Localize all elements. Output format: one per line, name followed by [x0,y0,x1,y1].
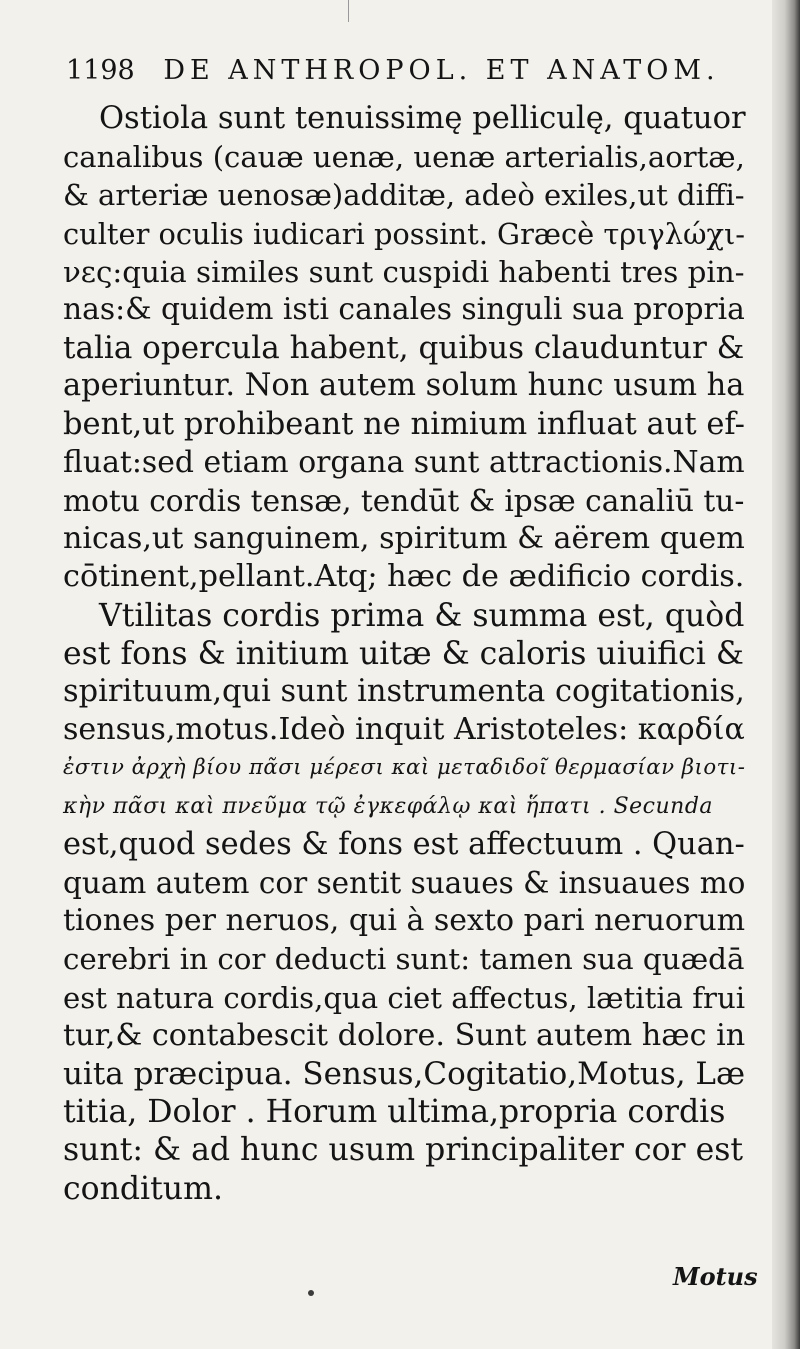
text-line: tiones per neruos, qui à sexto pari neruorum [63,903,746,939]
text-line: spirituum,qui sunt instrumenta cogitationis, [63,674,745,710]
text-line: uita præcipua. Sensus,Cogitatio,Motus, Læ [63,1056,746,1093]
text-line: Vtilitas cordis prima & summa est, quòd [99,597,745,634]
text-line: culter oculis iudicari possint. Græcè τριγλώχι- [63,216,746,251]
text-line: bent,ut prohibeant ne nimium influat aut ef- [63,406,745,442]
running-title: DE ANTHROPOL. ET ANATOM. [163,55,720,86]
text-line: fluat:sed etiam organa sunt attractionis.Nam [63,444,745,480]
text-line: sunt: & ad hunc usum principaliter cor est [63,1132,744,1169]
text-line: cōtinent,pellant.Atq; hæc de ædificio cordis. [63,559,745,595]
text-line: est,quod sedes & fons est affectuum . Quan- [63,826,745,862]
page-number: 1198 [66,55,135,86]
greek-text-line: κὴν πᾶσι καὶ πνεῦμα τῷ ἐγκεφάλῳ καὶ ἥπατι . Secunda [63,793,714,819]
page-gutter [772,0,800,1349]
text-line: talia opercula habent, quibus clauduntur & [63,330,745,367]
text-line: cerebri in cor deducti sunt: tamen sua quædā [63,942,745,977]
text-line: & arteriæ uenosæ)additæ, adeò exiles,ut diffi- [63,178,745,213]
text-line: conditum. [63,1170,223,1207]
running-head [66,54,746,88]
text-line: tur,& contabescit dolore. Sunt autem hæc in [63,1017,746,1053]
greek-text-line: ἐστιν ἀρχὴ βίου πᾶσι μέρεσι καὶ μεταδιδοῖ θερμασίαν βιοτι- [63,755,746,781]
ink-spot [308,1290,314,1296]
text-line: titia, Dolor . Horum ultima,propria cordis [63,1094,726,1131]
text-line: Ostiola sunt tenuissimę pelliculę, quatuor [99,101,746,136]
text-line: canalibus (cauæ uenæ, uenæ arterialis,aortæ, [63,140,745,175]
text-line: quam autem cor sentit suaues & insuaues mo [63,866,746,901]
text-line: motu cordis tensæ, tendūt & ipsæ canaliū tu- [63,484,745,519]
top-mark [348,0,349,22]
text-line: νες:quia similes sunt cuspidi habenti tres pin- [63,254,745,289]
text-line: est fons & initium uitæ & caloris uiuifici & [63,635,744,672]
text-line: est natura cordis,qua ciet affectus, lætitia frui [63,980,746,1015]
catchword: Motus [673,1262,758,1291]
body-text [63,100,746,1208]
text-line: sensus,motus.Ideò inquit Aristoteles: καρδία [63,712,745,748]
text-line: aperiuntur. Non autem solum hunc usum ha [63,368,745,404]
text-line: nicas,ut sanguinem, spiritum & aërem quem [63,521,745,557]
text-line: nas:& quidem isti canales singuli sua propria [63,292,745,328]
